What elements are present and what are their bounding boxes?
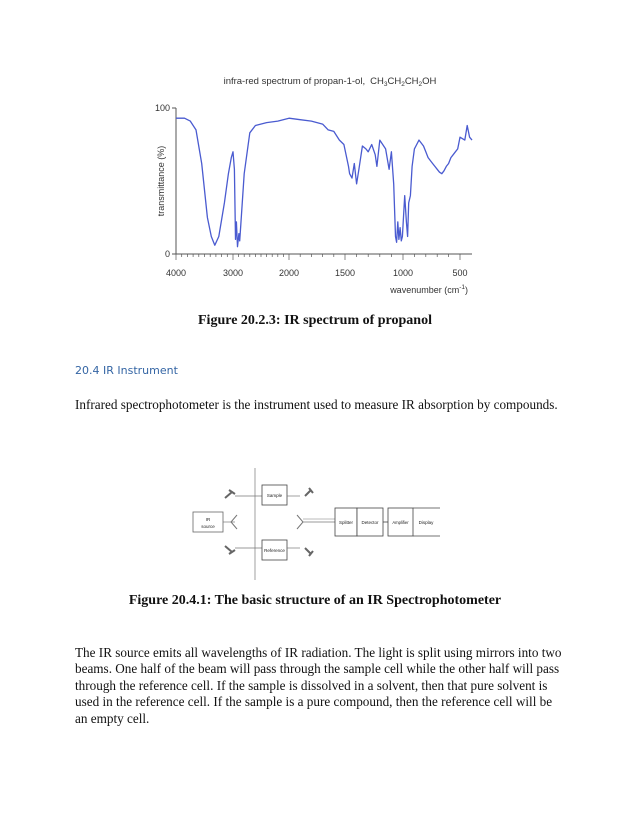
x-tick-label-3000: 3000 xyxy=(222,268,244,278)
x-minor-ticks xyxy=(176,254,460,260)
paragraph-intro: Infrared spectrophotometer is the instrument used to measure IR absorption by compounds. xyxy=(75,397,558,412)
y-tick-label-0: 0 xyxy=(164,249,170,259)
section-heading: 20.4 IR Instrument xyxy=(75,364,178,377)
x-tick-label-4000: 4000 xyxy=(165,268,187,278)
x-tick-label-1500: 1500 xyxy=(334,268,356,278)
reference-cell-label: Reference xyxy=(264,548,285,553)
figure-caption-spectrum: Figure 20.2.3: IR spectrum of propanol xyxy=(198,313,432,328)
ir-spectrum-chart xyxy=(150,70,480,300)
y-tick-label-100: 100 xyxy=(154,103,170,113)
mirror-top-right xyxy=(305,488,313,496)
x-tick-label-1000: 1000 xyxy=(392,268,414,278)
spectrum-series-line xyxy=(176,118,472,247)
amplifier-label: Amplifier xyxy=(392,520,409,525)
chart-title: infra-red spectrum of propan-1-ol, $CH_3CH_2CH_2OH$ xyxy=(223,76,437,88)
mirror-top-left xyxy=(225,490,235,498)
ir-source-box xyxy=(193,512,223,532)
ir-instrument-diagram xyxy=(185,468,445,580)
ir-source-label-1: IR xyxy=(205,517,211,522)
sample-cell-label: Sample xyxy=(266,493,283,498)
splitter-label: Splitter xyxy=(338,520,354,525)
paragraph-body: The IR source emits all wavelengths of IR radiation. The light is split using mirrors into two beams. One half of the beam will pass through the sample cell while the other half will pass through the reference cell. If the sample is dissolved in a solvent, then that pure solvent is used in the reference cell. If the sample is a pure compound, then the reference cell will be an empty cell. xyxy=(75,645,562,726)
mirror-recombine-chevron xyxy=(297,515,303,529)
display-label: Display xyxy=(418,520,434,525)
detector-label: Detector xyxy=(361,520,379,525)
mirror-bottom-left xyxy=(225,546,235,554)
x-tick-label-2000: 2000 xyxy=(278,268,300,278)
mirror-bottom-right xyxy=(305,548,313,556)
figure-caption-instrument: Figure 20.4.1: The basic structure of an IR Spectrophotometer xyxy=(128,593,502,608)
y-axis-label: transmittance (%) xyxy=(156,145,166,217)
ir-source-label-2: source xyxy=(201,524,215,529)
x-axis-label: wavenumber $(cm^{-1})$ xyxy=(390,284,468,295)
x-tick-label-500: 500 xyxy=(452,268,468,278)
